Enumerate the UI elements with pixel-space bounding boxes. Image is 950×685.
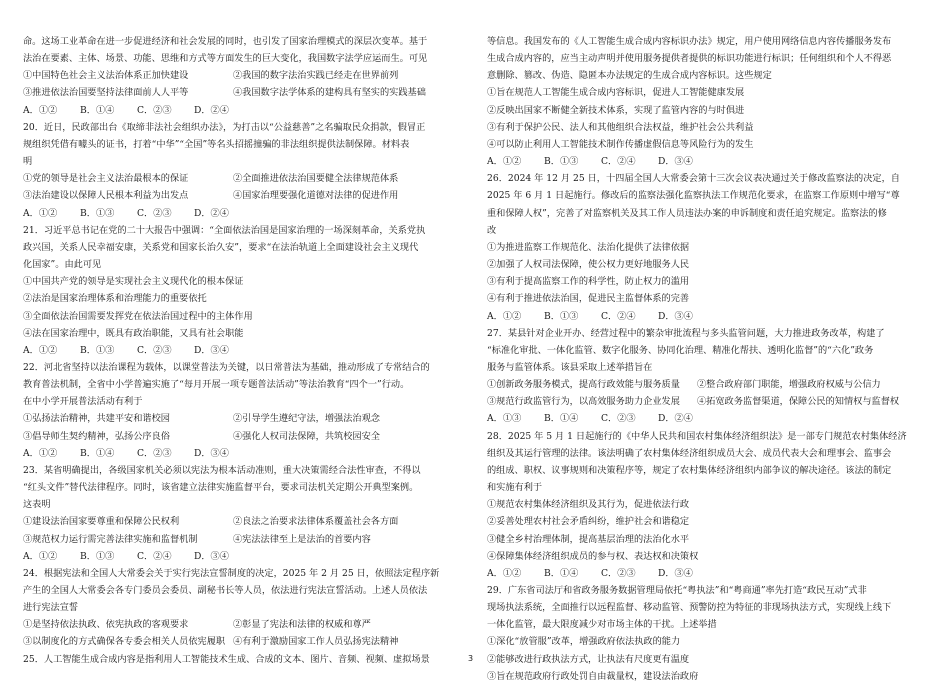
answer-choice: A．①② [23,550,58,562]
text-line: 这表明 [23,499,51,511]
text-line: 法治在要素、主体、场景、功能、思维和方式等方面发生的巨大变化，我国数字法学应运而生。可见 [23,53,428,65]
right-column [487,33,919,685]
text-line: 21．习近平总书记在党的二十大报告中强调：“全面依法治国是国家治理的一场深刻革命，关系党执 [23,224,426,236]
answer-choice: C．②③ [601,413,636,425]
statement-right: ②引导学生遵纪守法，增强法治观念 [233,413,380,425]
answer-choice: D．③④ [658,156,693,168]
text-line: ④法在国家治理中，既具有政治职能，又具有社会职能 [23,327,244,339]
answer-choices [487,153,919,170]
answer-choice: C．②④ [601,310,636,322]
answer-choice: B．①③ [80,550,115,562]
statement-right: ②彰显了宪法和法律的权威和尊严 [233,619,371,631]
answer-choices [23,102,453,119]
text-line: 重和保障人权”，完善了对监察机关及其工作人员违法办案的申诉制度和责任追究规定。监察法的修 [487,207,887,219]
option-pair [23,67,453,84]
text-line: 生成合成内容的，应当主动声明并使用服务提供者提供的标识功能进行标识；任何组织和个人不得恶 [487,53,892,65]
answer-choice: D．②④ [194,104,229,116]
statement-left: ③倡导师生契约精神，弘扬公序良俗 [23,430,170,442]
answer-choice: C．②③ [137,207,172,219]
option-pair [23,513,453,530]
option-pair [23,633,453,650]
text-line: ④保障集体经济组织成员的参与权、表达权和决策权 [487,550,699,562]
text-line: ②妥善处理农村社会矛盾纠纷，维护社会和谐稳定 [487,516,690,528]
answer-choice: B．①④ [80,104,115,116]
answer-choice: D．③④ [194,447,229,459]
text-line: 化国家”。由此可见 [23,259,102,271]
answer-choice: B．①③ [544,156,579,168]
statement-left: ③规范权力运行需完善法律实施和监督机制 [23,533,198,545]
text-line: 20．近日，民政部出台《取缔非法社会组织办法》，为打击以“公益慈善”之名骗取民众捐款，假冒正 [23,121,426,133]
text-line: 的组成、职权、议事规则和决策程序等，规定了农村集体经济组织内部争议的解决途径。该法的制定 [487,464,892,476]
statement-left: ①中国特色社会主义法治体系正加快建设 [23,70,189,82]
text-line: 2025 年 6 月 1 日起施行。修改后的监察法强化监察执法工作规范化要求，在监察工作原则中增写“尊 [487,190,900,202]
page-number: 3 [468,654,474,663]
answer-choice: C．②④ [137,550,172,562]
statement-left: ①党的领导是社会主义法治最根本的保证 [23,173,189,185]
statement-right: ④我国数字法学体系的建构具有坚实的实践基础 [233,87,426,99]
text-line: ②法治是国家治理体系和治理能力的重要依托 [23,293,207,305]
answer-choices [23,205,453,222]
text-line: 现场执法系统，全面推行以远程监督、移动监管、预警防控为特征的非现场执法方式，实现线上线下 [487,602,892,614]
text-line: 服务与监管体系。该县采取上述举措旨在 [487,361,653,373]
text-line: 29．广东省司法厅和省政务服务数据管理局依托“粤执法”和“粤商通”率先打造“政民互动”式非 [487,585,867,596]
answer-choice: B．①③ [80,344,115,356]
text-line: ①旨在规范人工智能生成合成内容标识，促进人工智能健康发展 [487,87,745,99]
answer-choice: C．②③ [137,344,172,356]
text-line: ③全面依法治国需要发挥党在依法治国过程中的主体作用 [23,310,253,322]
answer-choice: D．③④ [658,567,693,579]
left-column [23,33,453,668]
answer-choice: D．②④ [658,413,693,425]
text-line: ③有利于提高监察工作的科学性，防止权力的滥用 [487,276,690,288]
statement-left: ③推进依法治国要坚持法律面前人人平等 [23,87,189,99]
text-line: ③有利于保护公民、法人和其他组织合法权益，维护社会公共利益 [487,121,754,133]
option-pair [487,376,919,393]
statement-right: ②全面推进依法治国要健全法律规范体系 [233,173,399,185]
option-pair [23,616,453,633]
answer-choice: D．③④ [194,344,229,356]
answer-choices [23,548,453,565]
text-line: 等信息。我国发布的《人工智能生成合成内容标识办法》规定，用户使用网络信息内容传播服务发布 [487,36,892,47]
text-line: ②反映出国家不断健全新技术体系，实现了监管内容的与时俱进 [487,104,745,116]
text-line: 政兴国，关系人民幸福安康，关系党和国家长治久安”，要求“在法治轨道上全面建设社会主义现代 [23,241,419,253]
text-line: 教育普法机制，全省中小学普遍实施了“每月开展一项专题普法活动”等法治教育“四个一”行动。 [23,379,410,391]
option-pair [23,84,453,101]
answer-choice: A．①② [487,156,522,168]
text-line: “标准化审批、一体化监管、数字化服务、协同化治理、精准化帮扶、透明化监督”的“六化”政务 [487,344,874,356]
text-line: 明 [23,156,33,168]
answer-choices [487,565,919,582]
text-line: 命。这场工业革命在进一步促进经济和社会发展的同时，也引发了国家治理模式的深层次变革。基于 [23,36,428,47]
answer-choice: A．①② [23,344,58,356]
text-line: ④可以防止利用人工智能技术制作传播虚假信息等风险行为的发生 [487,138,754,150]
text-line: 24．根据宪法和全国人大常委会关于实行宪法宣誓制度的决定，2025 年 2 月 25 日，依照法定程序新 [23,567,440,579]
text-line: ①深化“放管服”改革，增强政府依法执政的能力 [487,636,681,648]
option-pair [23,187,453,204]
text-line: ①为推进监察工作规范化、法治化提供了法律依据 [487,241,690,253]
text-line: ④有利于推进依法治国，促进民主监督体系的完善 [487,293,690,305]
answer-choice: A．①② [23,207,58,219]
statement-right: ②我国的数字法治实践已经走在世界前列 [233,70,399,82]
answer-choice: D．③④ [194,550,229,562]
answer-choice: C．②③ [137,447,172,459]
text-line: 一体化监管，最大限度减少对市场主体的干扰。上述举措 [487,619,717,631]
text-line: 25．人工智能生成合成内容是指利用人工智能技术生成、合成的文本、图片、音频、视频、虚拟场景 [23,653,430,665]
answer-choice: C．②④ [601,156,636,168]
text-line: ①规范农村集体经济组织及其行为，促进依法行政 [487,499,690,511]
text-line: ②加强了人权司法保障，使公权力更好地服务人民 [487,259,690,271]
answer-choice: A．①② [23,447,58,459]
statement-left: ①是坚持依法执政、依宪执政的客观要求 [23,619,189,631]
text-line: 22．河北省坚持以法治课程为载体，以课堂普法为关键，以日常普法为基础，推动形成了专常结合的 [23,361,430,373]
statement-left: ①建设法治国家要尊重和保障公民权利 [23,516,180,528]
answer-choices [23,445,453,462]
text-line: 26．2024 年 12 月 25 日，十四届全国人大常委会第十三次会议表决通过关于修改监察法的决定，自 [487,173,900,185]
text-line: 组织及其运行管理的法律。该法明确了农村集体经济组织成员大会、成员代表大会和理事会、监事会 [487,447,892,459]
text-line: ①中国共产党的领导是实现社会主义现代化的根本保证 [23,276,244,288]
option-pair [23,410,453,427]
statement-right: ②整合政府部门职能，增强政府权威与公信力 [697,379,881,391]
option-pair [23,428,453,445]
answer-choice: C．②③ [137,104,172,116]
option-pair [23,170,453,187]
answer-choice: A．①② [23,104,58,116]
statement-right: ④拓宽政务监督渠道，保障公民的知情权与监督权 [697,396,900,408]
statement-right: ④强化人权司法保障，共筑校园安全 [233,430,380,442]
answer-choices [487,308,919,325]
answer-choice: B．①③ [80,207,115,219]
text-line: 改 [487,224,497,236]
statement-right: ④有利于激励国家工作人员弘扬宪法精神 [233,636,399,648]
option-pair [23,531,453,548]
statement-left: ③以制度化的方式确保各专委会相关人员依宪履职 [23,636,226,648]
answer-choice: A．①② [487,567,522,579]
text-line: 在中小学开展普法活动有利于 [23,396,143,408]
answer-choice: B．①④ [80,447,115,459]
text-line: 进行宪法宣誓 [23,602,79,614]
text-line: 23．某省明确提出，各级国家机关必须以宪法为根本活动准则，重大决策需经合法性审查，不得以 [23,464,421,476]
statement-right: ④宪法法律至上是法治的首要内容 [233,533,371,545]
text-line: 规组织凭借有噱头的证书，打着“中华”“全国”等名头招摇撞骗的非法组织提供法制保障。材料表 [23,138,410,150]
statement-left: ③规范行政监管行为，以高效服务助力企业发展 [487,396,680,408]
answer-choice: A．①② [487,310,522,322]
text-line: “红头文件”替代法律程序。同时，该省建立法律实施监督平台，要求司法机关定期公开典型案例。 [23,482,419,494]
statement-left: ①弘扬法治精神，共建平安和谐校园 [23,413,170,425]
text-line: 和实施有利于 [487,482,543,494]
answer-choices [23,342,453,359]
text-line: ③旨在规范政府行政处罚自由裁量权，建设法治政府 [487,670,699,682]
answer-choice: D．③④ [658,310,693,322]
text-line: ②能够改进行政执法方式，让执法有尺度更有温度 [487,653,690,665]
statement-right: ②良法之治要求法律体系覆盖社会各方面 [233,516,399,528]
text-line: 27．某县针对企业开办、经营过程中的繁杂审批流程与多头监管问题，大力推进政务改革，构建了 [487,327,885,339]
text-line: ③健全乡村治理体制，提高基层治理的法治化水平 [487,533,690,545]
text-line: 产生的全国人大常委会各专门委员会委员、副秘书长等人员，依法进行宪法宣誓活动。上述人员依法 [23,585,428,596]
text-line: 意删除、篡改、伪造、隐匿本办法规定的生成合成内容标识。这些规定 [487,70,772,82]
answer-choices [487,410,919,427]
answer-choice: A．①③ [487,413,522,425]
answer-choice: B．①④ [544,413,579,425]
statement-right: ④国家治理要强化道德对法律的促进作用 [233,190,399,202]
answer-choice: D．②④ [194,207,229,219]
statement-left: ③法治建设以保障人民根本利益为出发点 [23,190,189,202]
statement-left: ①创新政务服务模式，提高行政效能与服务质量 [487,379,680,391]
option-pair [487,393,919,410]
answer-choice: B．①③ [544,310,579,322]
text-line: 28．2025 年 5 月 1 日起施行的《中华人民共和国农村集体经济组织法》是一部专门规范农村集体经济 [487,430,907,442]
answer-choice: C．②③ [601,567,636,579]
answer-choice: B．①④ [544,567,579,579]
